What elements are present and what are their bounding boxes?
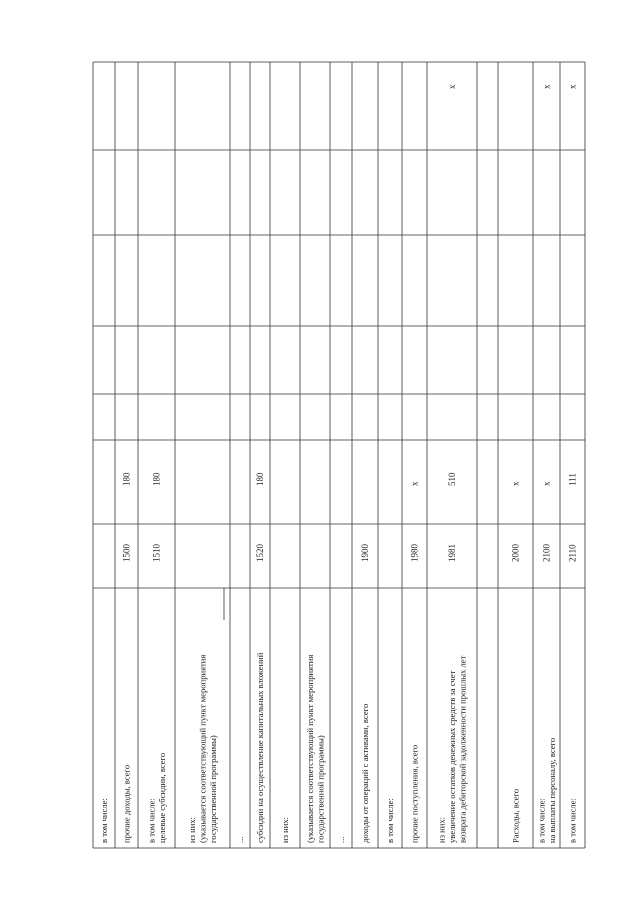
row-x-mark: x <box>447 84 457 89</box>
row-label: прочие доходы, всего <box>121 764 132 843</box>
row-code: 1510 <box>151 544 162 562</box>
row-kbk: x <box>541 481 552 486</box>
row-label: из них: <box>187 816 197 843</box>
row-label: ... <box>235 836 245 843</box>
row-label: на выплаты персоналу, всего <box>546 737 557 843</box>
row-label: государственной программы) <box>208 735 218 843</box>
row-label: в том числе: <box>385 798 395 843</box>
row-code: 2110 <box>567 544 578 562</box>
row-label: из них: <box>280 816 290 843</box>
row-label: из них: <box>436 816 447 843</box>
row-code: 1500 <box>121 544 132 562</box>
row-label: (указывается соответствующий пункт мероприятия <box>304 654 315 843</box>
row-code: 1981 <box>447 544 457 562</box>
row-label: целевые субсидии, всего <box>156 752 167 843</box>
row-code: 1980 <box>409 544 420 562</box>
row-label: государственной программы) <box>315 735 326 843</box>
row-kbk: 510 <box>447 472 457 486</box>
table-cells <box>99 84 578 843</box>
row-label: Расходы, всего <box>510 788 521 843</box>
row-label: возврата дебиторской задолженности прошлых лет <box>457 655 468 843</box>
row-code: 1520 <box>255 544 265 562</box>
row-label: ... <box>336 836 346 843</box>
row-kbk: 180 <box>121 472 132 486</box>
row-kbk: 180 <box>151 472 162 486</box>
row-x-mark: x <box>541 84 552 89</box>
row-code: 2000 <box>510 544 521 562</box>
row-kbk: 180 <box>255 472 265 486</box>
row-kbk: x <box>409 481 420 486</box>
row-label: в том числе: <box>146 798 157 843</box>
row-label: в том числе: <box>536 798 547 843</box>
table-grid <box>93 62 585 848</box>
row-kbk: x <box>510 481 521 486</box>
row-label: увеличение остатков денежных средств за счет <box>447 670 457 843</box>
row-label: прочие поступления, всего <box>409 744 420 843</box>
row-code: 1900 <box>360 544 370 562</box>
row-label: субсидии на осуществление капитальных вложений <box>255 652 265 843</box>
row-code: 2100 <box>541 544 552 562</box>
row-kbk: 111 <box>567 473 578 486</box>
row-label: в том числе: <box>567 798 578 843</box>
row-label: в том числе: <box>99 798 109 843</box>
row-label: доходы от операций с активами, всего <box>360 703 370 843</box>
row-x-mark: x <box>567 84 578 89</box>
row-label: (указывается соответствующий пункт мероприятия <box>197 654 208 843</box>
